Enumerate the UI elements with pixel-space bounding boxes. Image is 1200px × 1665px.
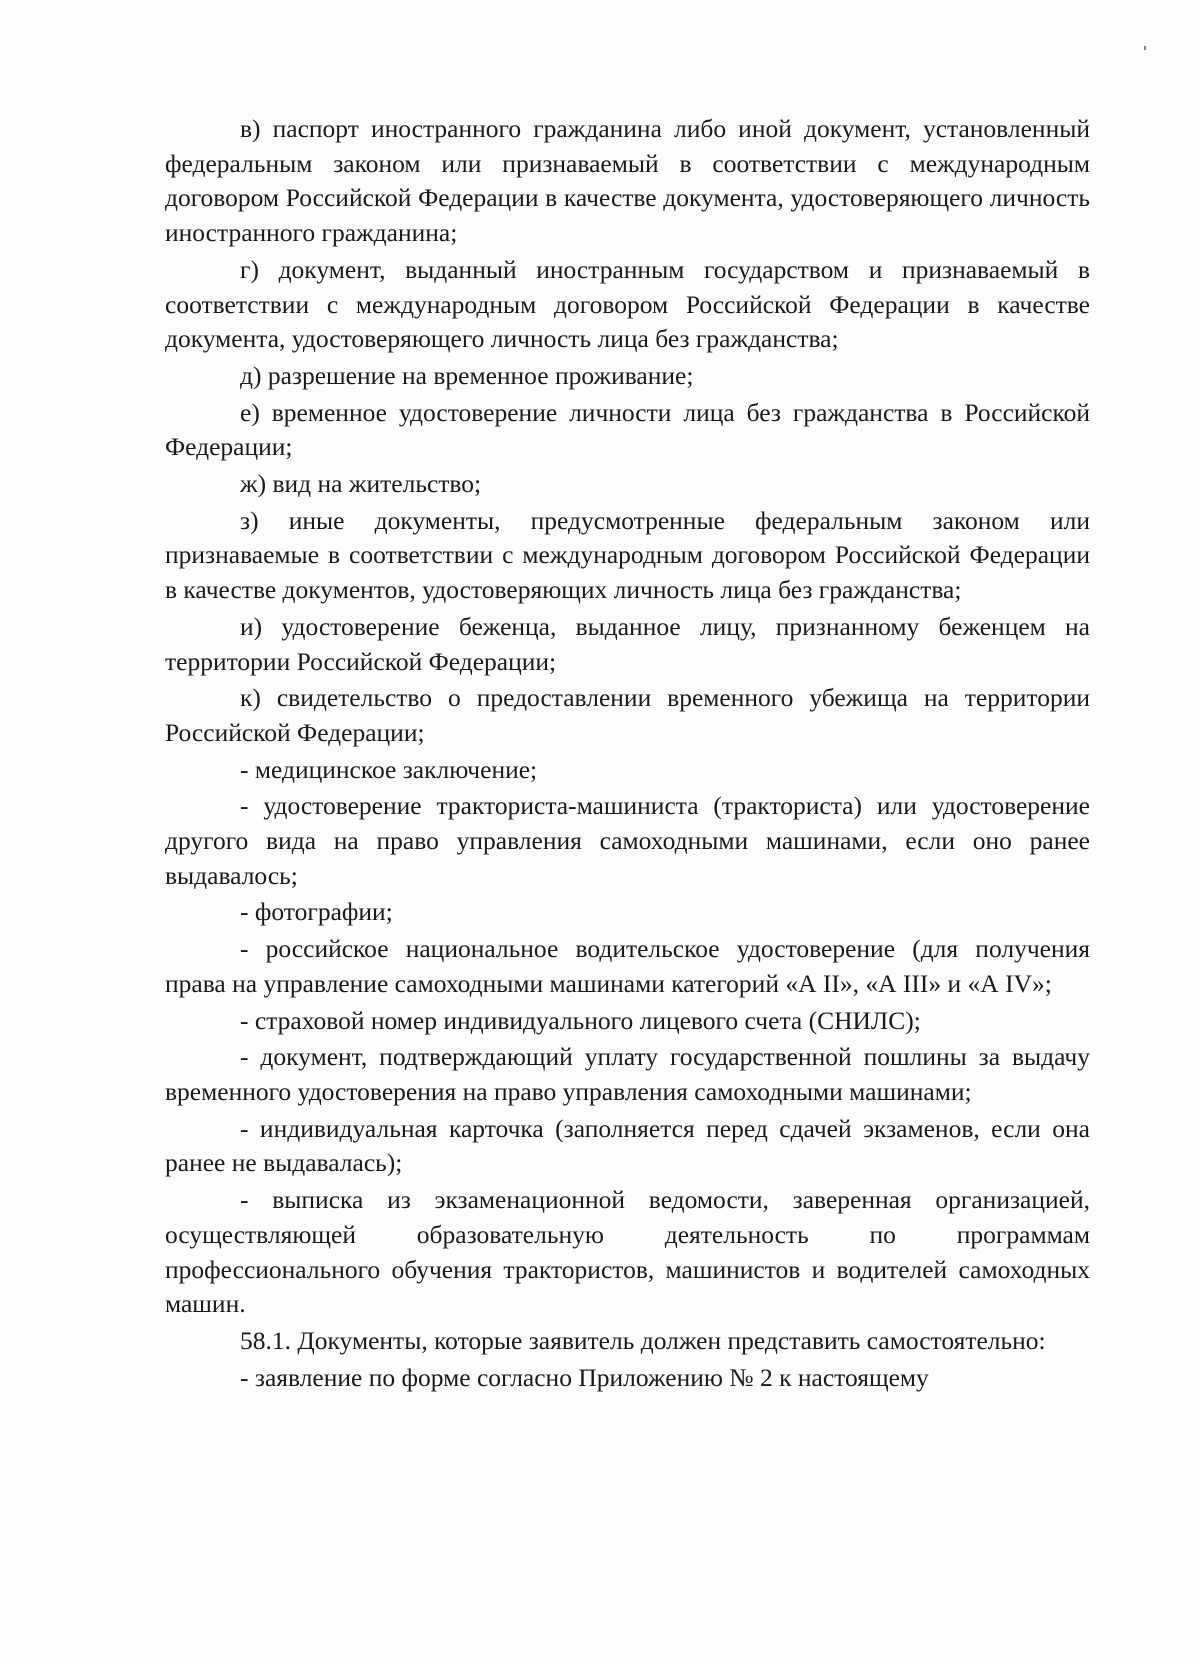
list-item-tractor-license: - удостоверение тракториста-машиниста (тракториста) или удостоверение другого вида на право управления самоходными машинами, если оно ранее выдавалось; (165, 791, 1090, 890)
list-item-individual-card: - индивидуальная карточка (заполняется перед сдачей экзаменов, если она ранее не выдавалась); (165, 1113, 1090, 1178)
scan-speck (1144, 46, 1146, 50)
list-item-photos: - фотографии; (240, 897, 393, 927)
list-item-national-drivers-license: - российское национальное водительское удостоверение (для получения права на управление самоходными машинами категорий «А II», «А III» и «А IV»; (165, 934, 1090, 998)
paragraph-v-foreign-passport: в) паспорт иностранного гражданина либо иной документ, установленный федеральным законом или признаваемый в соответствии с международным договором Российской Федерации в качестве документа, удостоверяющего личность иностранного гражданина; (165, 114, 1090, 248)
list-item-application-form: - заявление по форме согласно Приложению № 2 к настоящему (240, 1362, 929, 1392)
list-item-medical-certificate: - медицинское заключение; (240, 754, 538, 784)
paragraph-g-foreign-state-document: г) документ, выданный иностранным государством и признаваемый в соответствии с международным договором Российской Федерации в качестве документа, удостоверяющего личность лица без гражданства; (165, 254, 1090, 354)
document-body (165, 112, 1090, 1395)
paragraph-e-temporary-id: е) временное удостоверение личности лица без гражданства в Российской Федерации; (165, 397, 1090, 462)
list-item-snils: - страховой номер индивидуального лицевого счета (СНИЛС); (240, 1005, 921, 1035)
section-58-1-heading: 58.1. Документы, которые заявитель должен представить самостоятельно: (240, 1325, 1046, 1355)
paragraph-zh-residence-permit: ж) вид на жительство; (240, 469, 482, 499)
paragraph-k-temporary-asylum: к) свидетельство о предоставлении временного убежища на территории Российской Федерации; (165, 683, 1090, 747)
paragraph-d-temporary-residence: д) разрешение на временное проживание; (240, 360, 694, 390)
paragraph-i-refugee-certificate: и) удостоверение беженца, выданное лицу, признанному беженцем на территории Российской Федерации; (165, 611, 1090, 676)
list-item-state-fee-receipt: - документ, подтверждающий уплату государственной пошлины за выдачу временного удостоверения на право управления самоходными машинами; (165, 1042, 1090, 1106)
paragraph-z-other-documents: з) иные документы, предусмотренные федеральным законом или признаваемые в соответствии с международным договором Российской Федерации в качестве документов, удостоверяющих личность лица без гражданства; (165, 505, 1090, 605)
list-item-exam-statement-extract: - выписка из экзаменационной ведомости, заверенная организацией, осуществляющей образовательную деятельность по программам профессионального обучения трактористов, машинистов и водителей самоходных машин. (165, 1185, 1090, 1319)
